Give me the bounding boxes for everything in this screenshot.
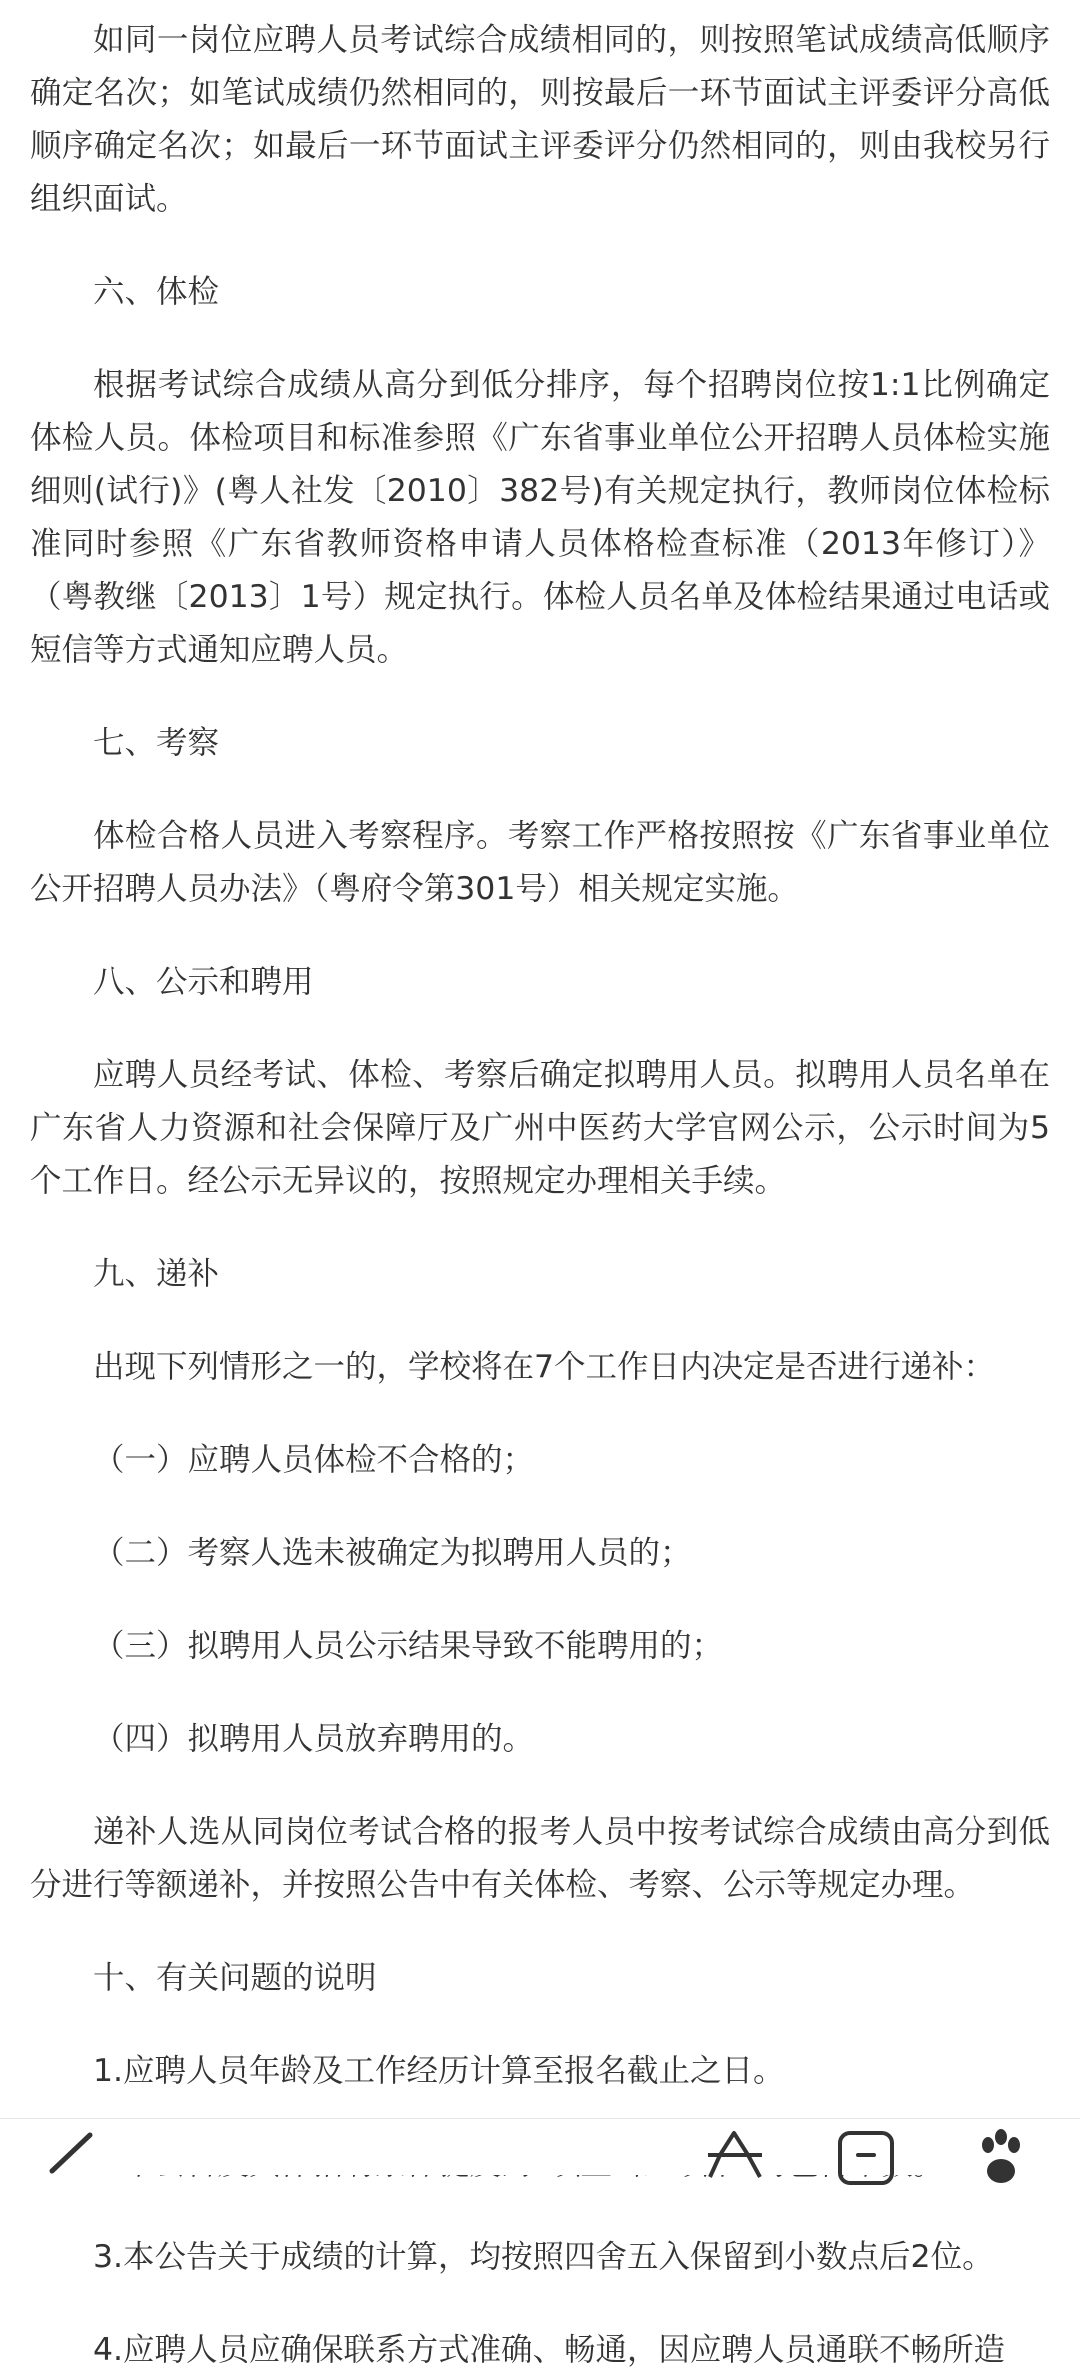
paw-icon[interactable] (966, 2119, 1036, 2175)
section-heading-inspection: 七、考察 (93, 725, 220, 761)
favorite-icon[interactable] (700, 2119, 770, 2175)
article-paragraph: 根据考试综合成绩从高分到低分排序，每个招聘岗位按1:1比例确定体检人员。体检项目和标准参照《广东省事业单位公开招聘人员体检实施细则(试行)》(粤人社发〔2010〕382号)有关规定执行，教师岗位体检标准同时参照《广东省教师资格申请人员体格检查标准（2013年修订）》（粤教继〔2013〕1号）规定执行。体检人员名单及体检结果通过电话或短信等方式通知应聘人员。 (30, 367, 1050, 668)
list-item: 4.应聘人员应确保联系方式准确、畅通，因应聘人员通联不畅所造 (93, 2332, 1006, 2368)
list-item: 3.本公告关于成绩的计算，均按照四舍五入保留到小数点后2位。 (93, 2239, 994, 2275)
section-heading-notes: 十、有关问题的说明 (93, 1960, 377, 1996)
article-paragraph: 应聘人员经考试、体检、考察后确定拟聘用人员。拟聘用人员名单在广东省人力资源和社会保障厅及广州中医药大学官网公示，公示时间为5个工作日。经公示无异议的，按照规定办理相关手续。 (30, 1057, 1050, 1199)
list-item: （一）应聘人员体检不合格的； (93, 1442, 535, 1478)
bottom-toolbar (0, 2118, 1080, 2175)
section-heading-substitution: 九、递补 (93, 1256, 220, 1292)
section-heading-publicity: 八、公示和聘用 (93, 964, 314, 1000)
article-paragraph: 递补人选从同岗位考试合格的报考人员中按考试综合成绩由高分到低分进行等额递补，并按照公告中有关体检、考察、公示等规定办理。 (30, 1814, 1050, 1903)
section-heading-physical-exam: 六、体检 (93, 274, 220, 310)
article-paragraph: 出现下列情形之一的，学校将在7个工作日内决定是否进行递补： (93, 1349, 996, 1385)
list-item: （二）考察人选未被确定为拟聘用人员的； (93, 1535, 692, 1571)
list-item: （四）拟聘用人员放弃聘用的。 (93, 1721, 535, 1757)
article-paragraph: 体检合格人员进入考察程序。考察工作严格按照按《广东省事业单位公开招聘人员办法》（粤府令第301号）相关规定实施。 (30, 818, 1050, 907)
article-paragraph: 如同一岗位应聘人员考试综合成绩相同的，则按照笔试成绩高低顺序确定名次；如笔试成绩仍然相同的，则按最后一环节面试主评委评分高低顺序确定名次；如最后一环节面试主评委评分仍然相同的，则由我校另行组织面试。 (30, 22, 1050, 217)
back-icon[interactable] (46, 2119, 106, 2175)
list-item: 1.应聘人员年龄及工作经历计算至报名截止之日。 (93, 2053, 785, 2089)
list-item: （三）拟聘用人员公示结果导致不能聘用的； (93, 1628, 724, 1664)
comment-icon[interactable] (834, 2119, 898, 2175)
